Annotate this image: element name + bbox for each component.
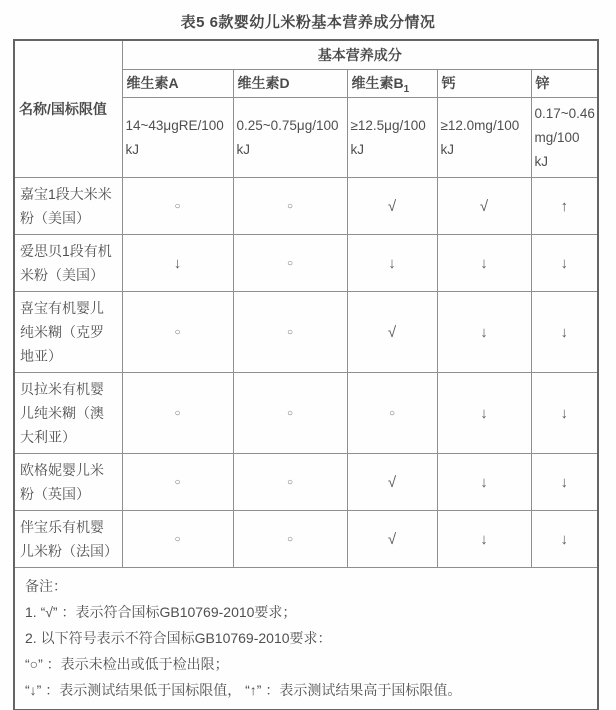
symbol-cell: ○ [233,235,347,292]
nutrition-table [13,39,599,710]
limit-cell-1: 14~43μgRE/100 kJ [122,98,233,178]
product-row [14,511,598,568]
notes-row [14,568,598,710]
symbol-cell: ○ [233,373,347,454]
symbol-cell: ↓ [437,373,531,454]
product-row [14,178,598,235]
symbol-cell: ↓ [437,511,531,568]
symbol-cell: ↓ [531,454,598,511]
note-line: “↓” ：表示测试结果低于国标限值， “↑” ：表示测试结果高于国标限值。 [25,682,462,699]
symbol-cell: ↑ [531,178,598,235]
symbol-cell: ○ [122,511,233,568]
notes-cell [14,568,598,710]
product-row [14,373,598,454]
symbol-cell: ↓ [531,373,598,454]
corner-header-cell: 名称/国标限值 [14,40,122,178]
symbol-cell: ○ [122,178,233,235]
symbol-cell: ↓ [437,454,531,511]
product-name-cell: 嘉宝1段大米米粉（美国） [14,178,122,235]
symbol-cell: √ [347,178,437,235]
symbol-cell: ○ [122,292,233,373]
note-line: 备注： [25,578,67,595]
product-row [14,292,598,373]
limit-cell-5: 0.17~0.46 mg/100 kJ [531,98,598,178]
symbol-cell: √ [347,511,437,568]
product-name-cell: 伴宝乐有机婴儿米粉（法国） [14,511,122,568]
note-line: “○” ：表示未检出或低于检出限； [25,656,229,673]
symbol-cell: ○ [233,178,347,235]
limit-cell-3: ≥12.5μg/100 kJ [347,98,437,178]
symbol-cell: ↓ [531,235,598,292]
symbol-cell: ○ [122,373,233,454]
product-row [14,235,598,292]
symbol-cell: √ [347,454,437,511]
symbol-cell: ↓ [122,235,233,292]
limit-cell-2: 0.25~0.75μg/100 kJ [233,98,347,178]
product-row [14,454,598,511]
column-header-5: 锌 [531,69,598,98]
symbol-cell: ↓ [531,511,598,568]
table-header [14,40,598,178]
symbol-cell: ○ [347,373,437,454]
column-header-4: 钙 [437,69,531,98]
table-footer [14,568,598,710]
product-name-cell: 爱思贝1段有机米粉（美国） [14,235,122,292]
limit-cell-4: ≥12.0mg/100 kJ [437,98,531,178]
product-name-cell: 欧格妮婴儿米粉（英国） [14,454,122,511]
symbol-cell: ↓ [347,235,437,292]
product-name-cell: 贝拉米有机婴儿纯米糊（澳大利亚） [14,373,122,454]
column-header-1: 维生素A [122,69,233,98]
product-rows [14,178,598,568]
symbol-cell: ↓ [437,235,531,292]
symbol-cell: √ [437,178,531,235]
note-line: 1. “√” ：表示符合国标GB10769-2010要求； [25,604,297,621]
symbol-cell: ○ [233,292,347,373]
note-line: 2. 以下符号表示不符合国标GB10769-2010要求： [25,630,332,647]
symbol-cell: ↓ [437,292,531,373]
column-header-2: 维生素D [233,69,347,98]
symbol-cell: ○ [122,454,233,511]
symbol-cell: ○ [233,511,347,568]
column-header-3: 维生素$B_1$ [347,69,437,98]
group-header-row [14,40,598,69]
symbol-cell: ○ [233,454,347,511]
symbol-cell: √ [347,292,437,373]
symbol-cell: ↓ [531,292,598,373]
group-header-cell: 基本营养成分 [122,40,598,69]
table-title: 表5 6款婴幼儿米粉基本营养成分情况 [180,14,436,31]
product-name-cell: 喜宝有机婴儿纯米糊（克罗地亚） [14,292,122,373]
